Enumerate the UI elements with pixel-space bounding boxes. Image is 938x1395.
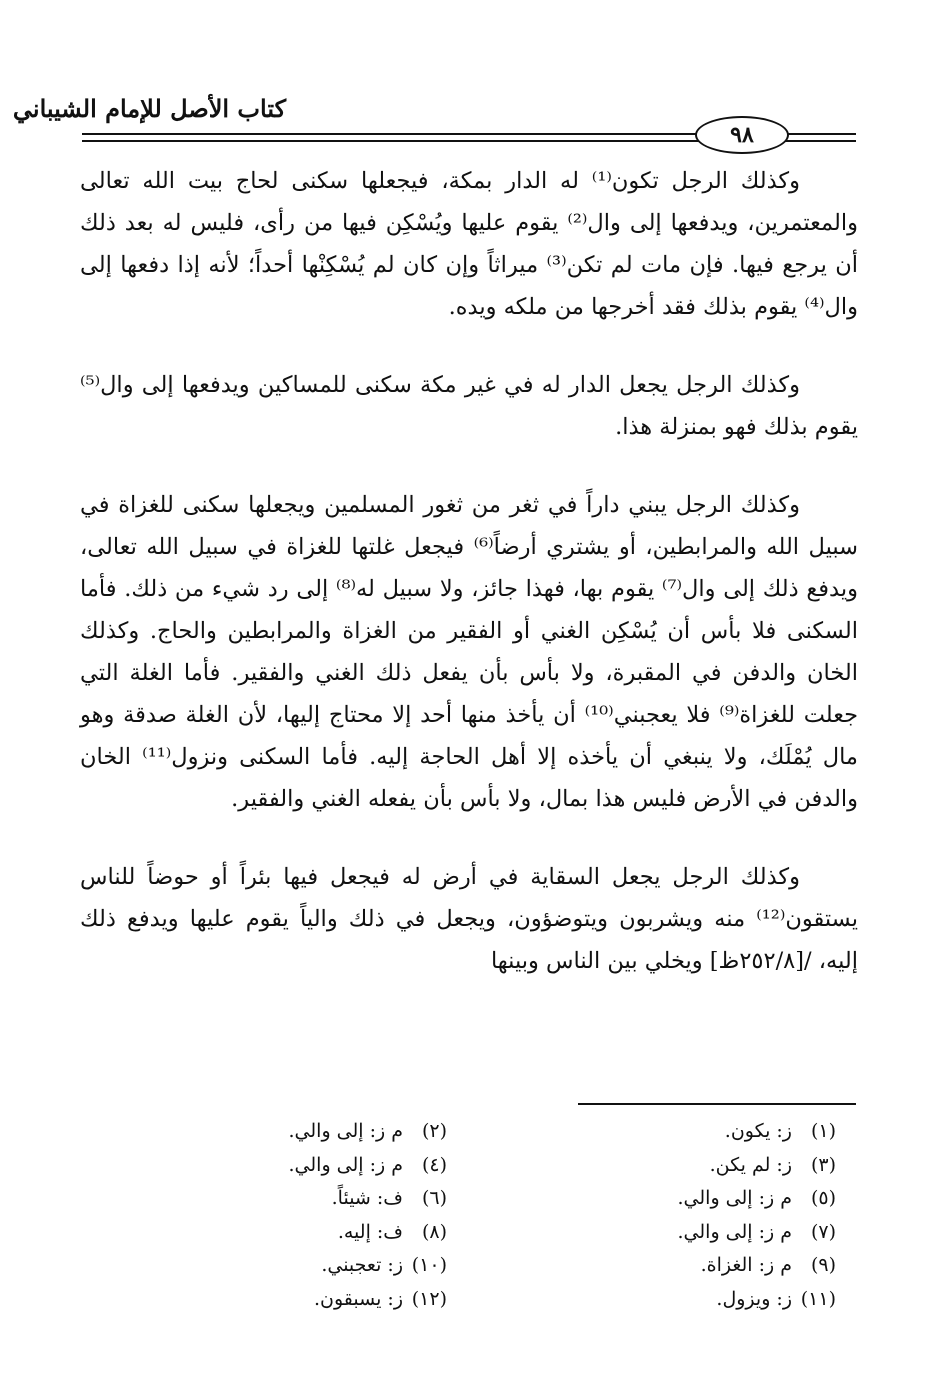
footnote-text: م ز: إلى والي. bbox=[677, 1187, 792, 1209]
footnote-text: ف: إليه. bbox=[337, 1220, 403, 1243]
footnote-number: (٥) bbox=[810, 1187, 836, 1209]
footnote-number: (٣) bbox=[810, 1153, 836, 1176]
main-text bbox=[80, 160, 858, 1018]
page-number: ٩٨ bbox=[695, 116, 789, 154]
footnote-number: (٤) bbox=[421, 1153, 447, 1176]
footnote-2 bbox=[80, 1115, 469, 1149]
footnote-number: (١٢) bbox=[411, 1287, 447, 1310]
footnote-3 bbox=[469, 1149, 858, 1183]
footnote-11 bbox=[469, 1283, 858, 1317]
footnote-text: م ز: إلى والي. bbox=[677, 1220, 792, 1243]
footnote-1 bbox=[469, 1115, 858, 1149]
footnote-10 bbox=[80, 1249, 469, 1283]
footnote-text: ف: شيئاً. bbox=[331, 1187, 403, 1209]
footnotes bbox=[80, 1115, 858, 1316]
footnote-text: م ز: الغزاة. bbox=[700, 1254, 792, 1276]
footnote-separator bbox=[578, 1103, 856, 1105]
paragraph-3: وكذلك الرجل يبني داراً في ثغر من ثغور المسلمين ويجعلها سكنى للغزاة في سبيل الله والمرابطين، أو يشتري أرضاً⁽⁶⁾ فيجعل غلتها للغزاة في سبيل الله تعالى، ويدفع ذلك إلى وال⁽⁷⁾ يقوم بها، فهذا جائز، ولا سبيل له⁽⁸⁾ إلى رد شيء من ذلك. فأما السكنى فلا بأس أن يُسْكِن الغني أو الفقير من الغزاة والمرابطين والحاج. وكذلك الخان والدفن في المقبرة، ولا بأس بأن يفعل ذلك الغني والفقير. فأما الغلة التي جعلت للغزاة⁽⁹⁾ فلا يعجبني⁽¹⁰⁾ أن يأخذ منها أحد إلا محتاج إليها، لأن الغلة صدقة وهو مال يُمْلَك، ولا ينبغي أن يأخذه إلا أهل الحاجة إليه. فأما السكنى ونزول⁽¹¹⁾ الخان والدفن في الأرض فليس هذا بمال، ولا بأس بأن يفعله الغني والفقير. bbox=[80, 492, 858, 812]
footnote-text: ز: تعجبني. bbox=[321, 1254, 403, 1276]
footnote-5 bbox=[469, 1182, 858, 1216]
footnote-4 bbox=[80, 1149, 469, 1183]
footnote-number: (٧) bbox=[810, 1220, 836, 1243]
book-title: كتاب الأصل للإمام الشيباني bbox=[12, 94, 286, 123]
footnote-number: (٢) bbox=[421, 1120, 447, 1142]
footnote-number: (١١) bbox=[800, 1287, 836, 1310]
footnote-text: ز: يسبقون. bbox=[313, 1287, 403, 1310]
footnote-text: ز: لم يكن. bbox=[709, 1153, 792, 1176]
paragraph-4: وكذلك الرجل يجعل السقاية في أرض له فيجعل فيها بئراً أو حوضاً للناس يستقون⁽¹²⁾ منه ويشربون ويتوضؤون، ويجعل في ذلك والياً يقوم عليها ويدفع ذلك إليه، /[٢٥٢/٨ظ] ويخلي بين الناس وبينها bbox=[80, 864, 858, 974]
page-header bbox=[0, 88, 938, 148]
footnote-6 bbox=[80, 1182, 469, 1216]
footnote-number: (١) bbox=[810, 1120, 836, 1142]
footnote-12 bbox=[80, 1283, 469, 1317]
footnote-number: (٩) bbox=[810, 1254, 836, 1276]
footnote-text: ز: ويزول. bbox=[716, 1287, 792, 1310]
footnote-7 bbox=[469, 1216, 858, 1250]
footnote-9 bbox=[469, 1249, 858, 1283]
footnote-number: (١٠) bbox=[411, 1254, 447, 1276]
footnote-number: (٦) bbox=[421, 1187, 447, 1209]
paragraph-1: وكذلك الرجل تكون⁽¹⁾ له الدار بمكة، فيجعلها سكنى لحاج بيت الله تعالى والمعتمرين، ويدفعها إلى وال⁽²⁾ يقوم عليها ويُسْكِن فيها من رأى، فليس له بعد ذلك أن يرجع فيها. فإن مات لم تكن⁽³⁾ ميراثاً وإن كان لم يُسْكِنْها أحداً؛ لأنه إذا دفعها إلى وال⁽⁴⁾ يقوم بذلك فقد أخرجها من ملكه ويده. bbox=[80, 168, 858, 320]
paragraph-2: وكذلك الرجل يجعل الدار له في غير مكة سكنى للمساكين ويدفعها إلى وال⁽⁵⁾ يقوم بذلك فهو بمنزلة هذا. bbox=[80, 372, 858, 440]
footnote-number: (٨) bbox=[421, 1220, 447, 1243]
footnote-text: م ز: إلى والي. bbox=[288, 1153, 403, 1176]
footnote-8 bbox=[80, 1216, 469, 1250]
footnote-text: م ز: إلى والي. bbox=[288, 1120, 403, 1142]
footnote-text: ز: يكون. bbox=[724, 1120, 792, 1142]
